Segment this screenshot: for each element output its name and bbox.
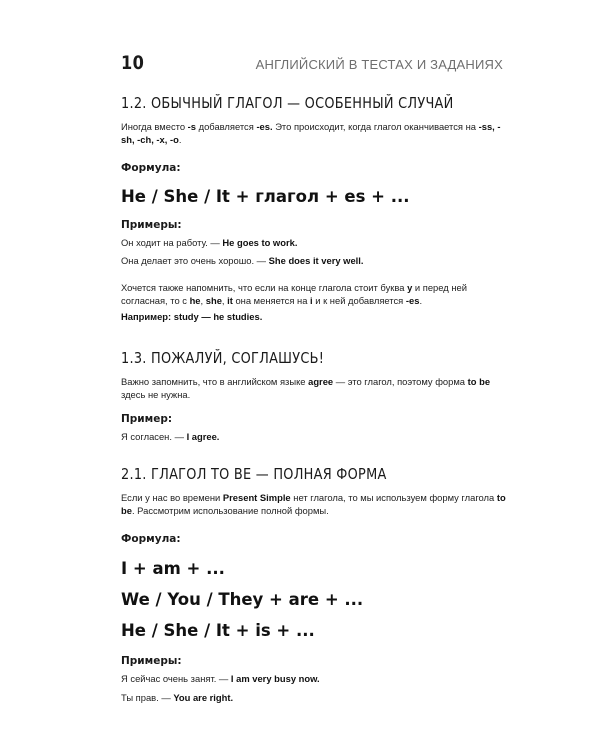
note-example: Например: study — he studies. [121, 311, 263, 322]
example-line: Я согласен. — I agree. [121, 431, 220, 442]
formula: I + am + ... [121, 559, 225, 578]
running-header-title: АНГЛИЙСКИЙ В ТЕСТАХ И ЗАДАНИЯХ [255, 57, 503, 72]
section-1-2-note: Хочется также напомнить, что если на конце глагола стоит буква y и перед ней согласная, то с he, she, it она меняется на i и к ней добавляется -es. [121, 282, 467, 306]
formula: He / She / It + глагол + es + ... [121, 187, 410, 206]
examples-label: Примеры: [121, 219, 182, 231]
section-title-1-3: 1.3. ПОЖАЛУЙ, СОГЛАШУСЬ! [121, 349, 325, 367]
formula-label: Формула: [121, 162, 181, 174]
example-label: Пример: [121, 413, 173, 425]
section-title-2-1: 2.1. ГЛАГОЛ TO BE — ПОЛНАЯ ФОРМА [121, 465, 387, 483]
example-line: Я сейчас очень занят. — I am very busy now. [121, 673, 320, 684]
section-1-3-intro: Важно запомнить, что в английском языке agree — это глагол, поэтому форма to be здесь не нужна. [121, 376, 491, 400]
example-line: Он ходит на работу. — He goes to work. [121, 237, 298, 248]
formula: He / She / It + is + ... [121, 621, 315, 640]
example-line: Она делает это очень хорошо. — She does it very well. [121, 255, 364, 266]
formula: We / You / They + are + ... [121, 590, 364, 609]
example-line: Ты прав. — You are right. [121, 692, 234, 703]
section-2-1-intro: Если у нас во времени Present Simple нет глагола, то мы используем форму глагола to be. Рассмотрим использование полной формы. [121, 492, 506, 516]
page-number: 10 [121, 52, 145, 74]
formula-label: Формула: [121, 533, 181, 545]
section-1-2-intro: Иногда вместо -s добавляется -es. Это происходит, когда глагол оканчивается на -ss, -sh, -ch, -x, -o. [121, 121, 501, 145]
page-content [121, 94, 507, 704]
section-title-1-2: 1.2. ОБЫЧНЫЙ ГЛАГОЛ — ОСОБЕННЫЙ СЛУЧАЙ [121, 94, 454, 112]
examples-label: Примеры: [121, 655, 182, 667]
